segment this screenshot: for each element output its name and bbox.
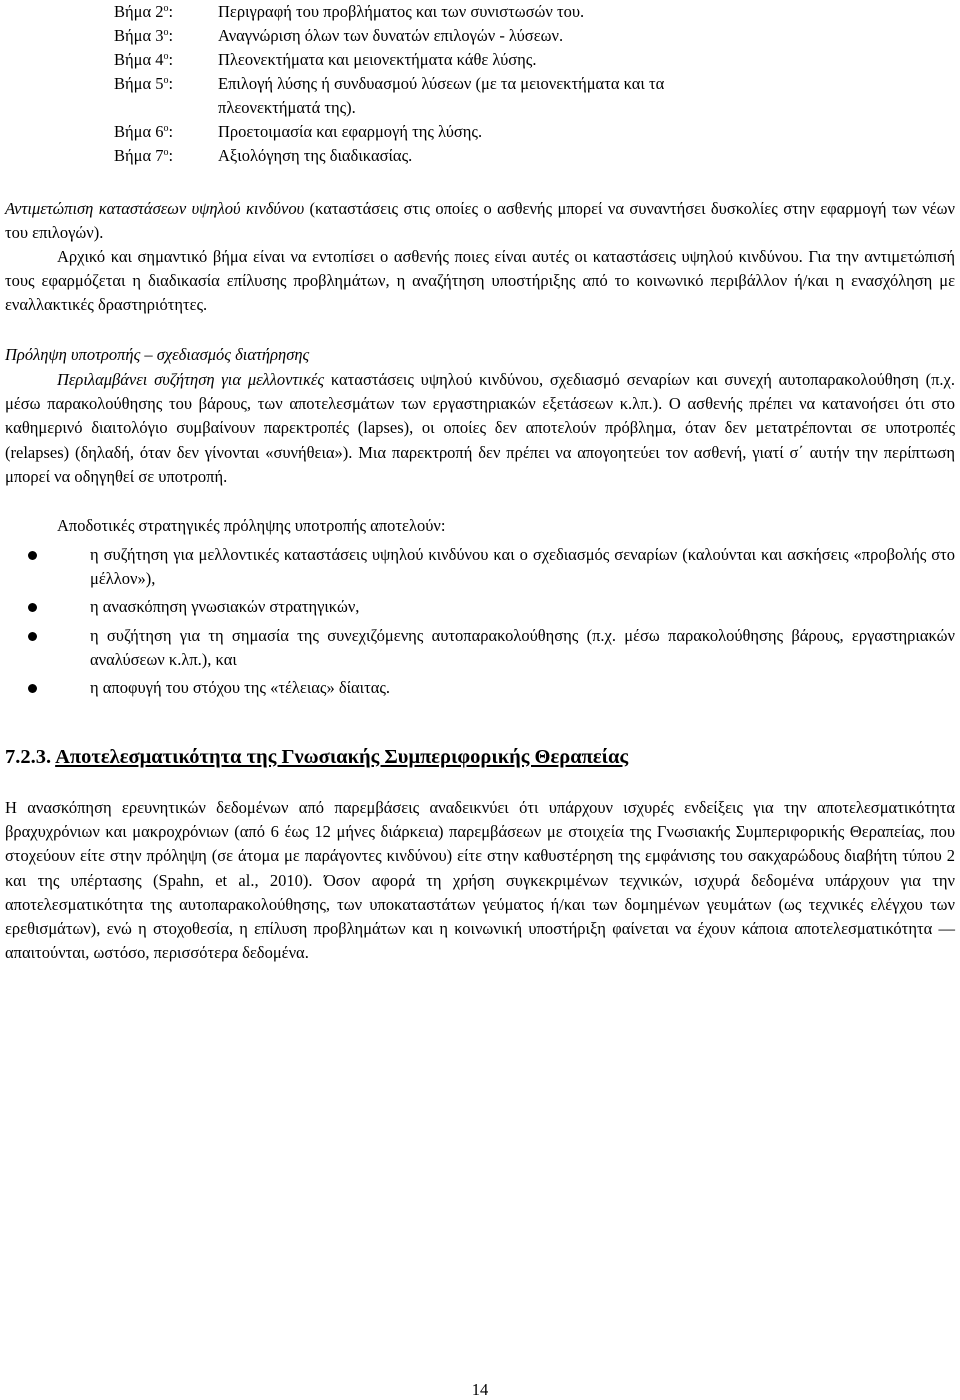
risk-text: (καταστάσεις στις οποίες ο ασθενής μπορεί να συναντήσει δυσκολίες στην εφαρμογή των νέων του επιλογών). <box>5 199 955 243</box>
relapse-paragraph <box>5 368 955 489</box>
list-item-text: η ανασκόπηση γνωσιακών στρατηγικών, <box>90 597 360 617</box>
step-label: Βήμα $5^o$: <box>114 74 174 93</box>
step-row <box>5 72 955 96</box>
page-number: 14 <box>471 1380 489 1399</box>
relapse-title <box>5 343 955 367</box>
bullet-icon <box>5 676 90 700</box>
step-text: Περιγραφή του προβλήματος και των συνιστωσών του. <box>218 2 585 21</box>
list-item <box>5 624 955 672</box>
strategies-list <box>5 543 955 700</box>
section-title: Αποτελεσματικότητα της Γνωσιακής Συμπεριφορικής Θεραπείας <box>55 746 629 768</box>
section-heading <box>5 744 628 770</box>
step-row-continuation <box>5 96 955 120</box>
steps-list <box>5 0 955 168</box>
list-item-text: η αποφυγή του στόχου της «τέλειας» δίαιτας. <box>90 678 391 698</box>
step-text: Επιλογή λύσης ή συνδυασμού λύσεων (με τα μειονεκτήματα και τα <box>218 74 665 93</box>
step-label-empty <box>114 96 218 120</box>
step-row <box>5 144 955 168</box>
step-text: Αναγνώριση όλων των δυνατών επιλογών - λύσεων. <box>218 26 564 45</box>
step-row <box>5 48 955 72</box>
step-label: Βήμα $4^o$: <box>114 50 174 69</box>
list-item-text: η συζήτηση για μελλοντικές καταστάσεις υψηλού κινδύνου και ο σχεδιασμός σεναρίων (καλούνται και ασκήσεις «προβολής στο μέλλον»), <box>90 545 955 589</box>
risk-text-2: Αρχικό και σημαντικό βήμα είναι να εντοπίσει ο ασθενής ποιες είναι αυτές οι καταστάσεις υψηλού κινδύνου. Για την αντιμετώπισή τους εφαρμόζεται η διαδικασία επίλυσης προβλημάτων, η αναζήτηση υποστήριξης από το κοινωνικό περιβάλλον ή/και η ενασχόληση με εναλλακτικές δραστηριότητες. <box>5 247 955 315</box>
bullet-icon <box>5 595 90 619</box>
relapse-title-text: Πρόληψη υποτροπής – σχεδιασμός διατήρησης <box>5 345 310 364</box>
risk-paragraph <box>5 197 955 245</box>
risk-paragraph-2 <box>5 245 955 318</box>
step-text: Πλεονεκτήματα και μειονεκτήματα κάθε λύσης. <box>218 50 537 69</box>
step-text: Αξιολόγηση της διαδικασίας. <box>218 146 413 165</box>
relapse-text: καταστάσεις υψηλού κινδύνου, σχεδιασμό σεναρίων και συνεχή αυτοπαρακολούθηση (π.χ. μέσω παρακολούθησης του βάρους, των αποτελεσμάτων των εργαστηριακών εξετάσεων κ.λπ.). Ο ασθενής πρέπει να κατανοήσει ότι στο καθημερινό διαιτολόγιο συμβαίνουν παρεκτροπές (lapses), οι οποίες δεν αποτελούν πρόβλημα, όταν δεν μετατρέπονται σε υποτροπές (relapses) (δηλαδή, όταν δεν γίνονται «συνήθεια»). Μια παρεκτροπή δεν πρέπει να απογοητεύει τον ασθενή, γιατί σ΄ αυτήν την περίπτωση μπορεί να οδηγηθεί σε υποτροπή. <box>5 370 955 486</box>
bullet-icon <box>5 543 90 591</box>
list-item <box>5 543 955 591</box>
step-label: Βήμα $7^o$: <box>114 146 174 165</box>
list-item <box>5 595 955 619</box>
step-label: Βήμα $2^o$: <box>114 2 174 21</box>
section-body: Η ανασκόπηση ερευνητικών δεδομένων από παρεμβάσεις αναδεικνύει ότι υπάρχουν ισχυρές ενδείξεις για την αποτελεσματικότητα βραχυχρόνιων και μακροχρόνιων (από 6 έως 12 μήνες διάρκεια) παρεμβάσεων με στοιχεία της Γνωσιακής Συμπεριφορικής Θεραπείας, που στοχεύουν είτε στην πρόληψη (σε άτομα με παράγοντες κινδύνου) είτε στην καθυστέρηση της εμφάνισης του σακχαρώδους διαβήτη τύπου 2 και της υπέρτασης (Spahn, et al., 2010). Όσον αφορά τη χρήση συγκεκριμένων τεχνικών, ισχυρά δεδομένα υπάρχουν για την αποτελεσματικότητα της αυτοπαρακολούθησης, των υποκαταστάτων γεύματος ή/και των δομημένων γευμάτων (ως τεχνικές ελέγχου των ερεθισμάτων), ενώ η στοχοθεσία, η επίλυση προβλημάτων και η κοινωνική υποστήριξη φαίνεται να έχουν κάποια αποτελεσματικότητα —απαιτούνται, ωστόσο, περισσότερα δεδομένα. <box>5 798 955 963</box>
step-text: πλεονεκτήματά της). <box>218 98 356 117</box>
strategies-intro-text: Αποδοτικές στρατηγικές πρόληψης υποτροπής αποτελούν: <box>57 516 446 535</box>
strategies-intro <box>5 514 955 538</box>
step-row <box>5 24 955 48</box>
step-label: Βήμα $3^o$: <box>114 26 174 45</box>
bullet-icon <box>5 624 90 672</box>
relapse-intro: Περιλαμβάνει συζήτηση για μελλοντικές <box>57 370 325 389</box>
step-row <box>5 0 955 24</box>
list-item-text: η συζήτηση για τη σημασία της συνεχιζόμενης αυτοπαρακολούθησης (π.χ. μέσω παρακολούθησης βάρους, εργαστηριακών αναλύσεων κ.λπ.), και <box>90 625 955 669</box>
step-row <box>5 120 955 144</box>
step-text: Προετοιμασία και εφαρμογή της λύσης. <box>218 122 483 141</box>
step-label: Βήμα $6^o$: <box>114 122 174 141</box>
list-item <box>5 676 955 700</box>
risk-title: Αντιμετώπιση καταστάσεων υψηλού κινδύνου <box>5 199 305 218</box>
section-number: 7.2.3. <box>5 746 52 768</box>
